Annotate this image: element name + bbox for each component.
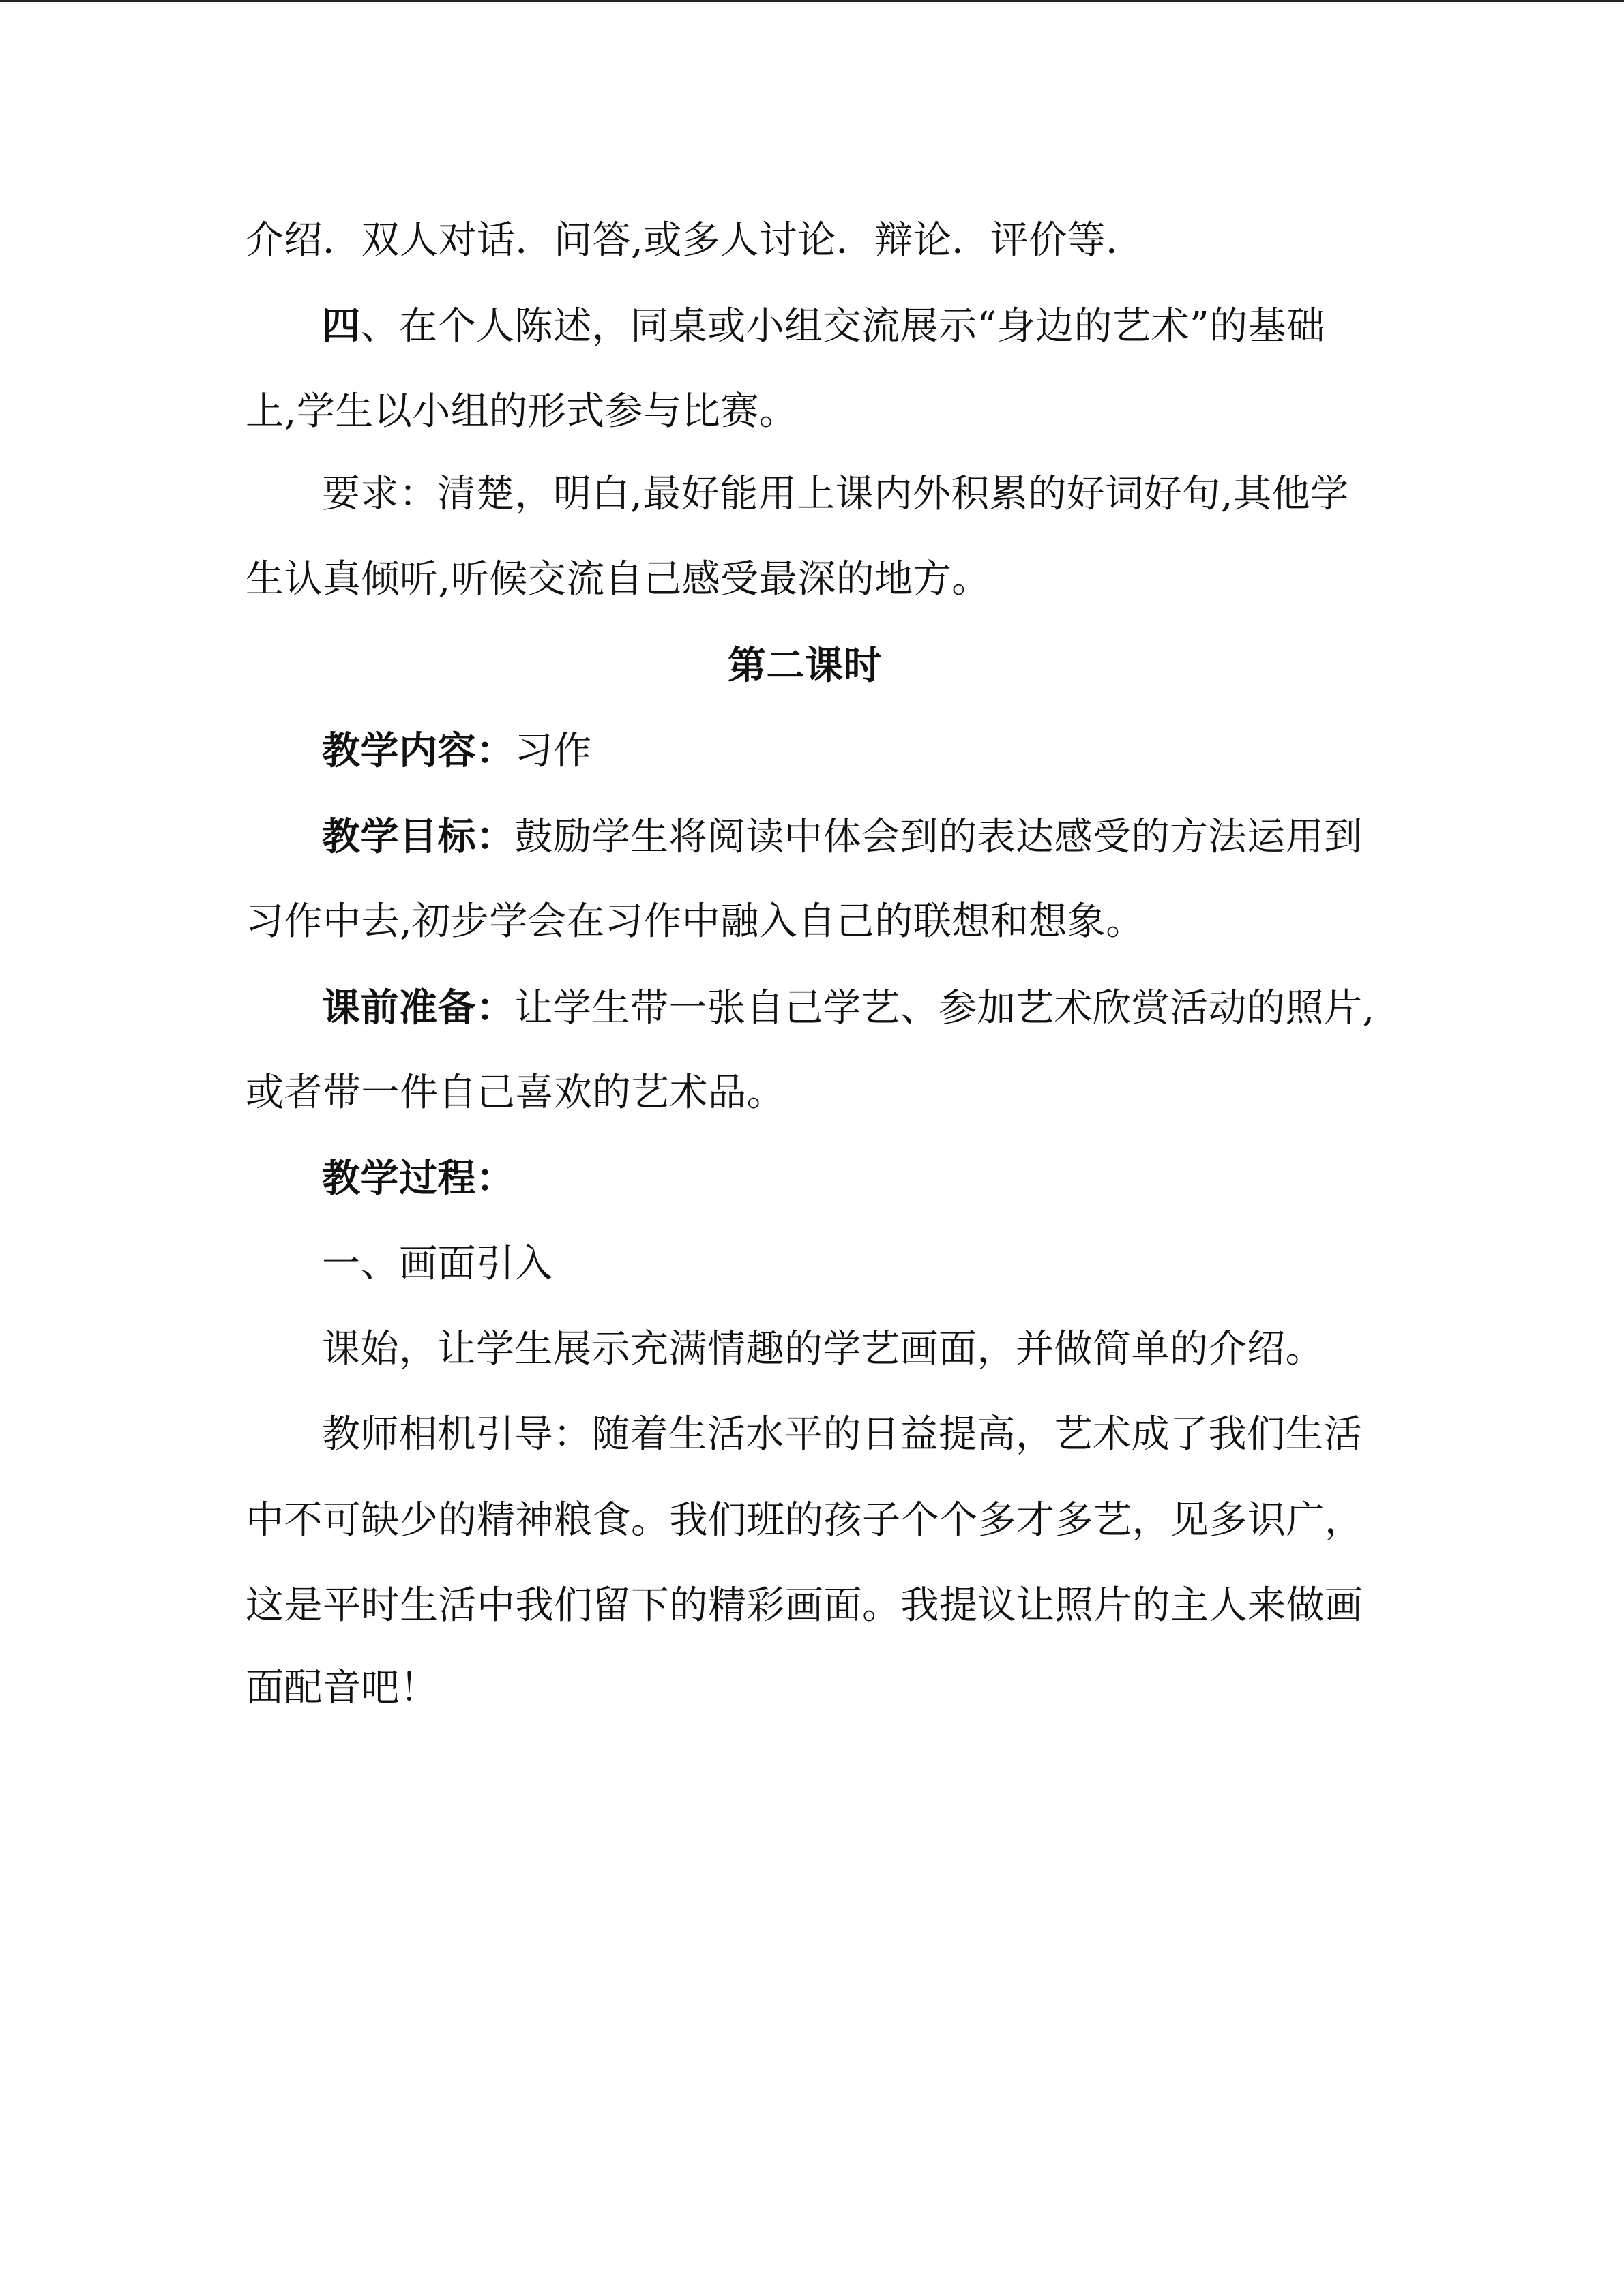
- line-text: 鼓励学生将阅读中体会到的表达感受的方法运用到: [514, 815, 1363, 859]
- section-number: 四: [322, 303, 361, 348]
- line-text: 课始，让学生展示充满情趣的学艺画面，并做简单的介绍。: [322, 1327, 1324, 1371]
- line-text: 面配音吧！: [246, 1666, 439, 1710]
- paragraph-line: [246, 388, 1364, 436]
- line-text: 上,学生以小组的形式参与比赛。: [246, 389, 798, 434]
- field-label: 课前准备：: [322, 985, 515, 1030]
- line-text: 教师相机引导：随着生活水平的日益提高，艺术成了我们生活: [322, 1412, 1363, 1457]
- line-text: 中不可缺少的精神粮食。我们班的孩子个个多才多艺，见多识广，: [246, 1498, 1363, 1542]
- paragraph-line: [322, 302, 1364, 350]
- paragraph-line: [246, 1497, 1364, 1545]
- subheading-line: [322, 1154, 1364, 1202]
- paragraph-line: [322, 813, 1364, 861]
- paragraph-line: [246, 217, 1364, 265]
- line-text: 这是平时生活中我们留下的精彩画面。我提议让照片的主人来做画: [246, 1583, 1363, 1628]
- paragraph-line: [322, 1411, 1364, 1459]
- paragraph-line: [322, 1326, 1364, 1373]
- paragraph-line: [322, 1240, 1364, 1288]
- line-text: 、在个人陈述，同桌或小组交流展示“身边的艺术”的基础: [360, 304, 1325, 348]
- paragraph-line: [322, 984, 1375, 1032]
- line-text: 要求：清楚，明白,最好能用上课内外积累的好词好句,其他学: [322, 472, 1349, 516]
- line-text: 让学生带一张自己学艺、参加艺术欣赏活动的照片,: [514, 986, 1375, 1030]
- paragraph-line: [246, 898, 1364, 946]
- line-text: 或者带一件自己喜欢的艺术品。: [246, 1071, 785, 1115]
- heading-text: 第二课时: [728, 643, 882, 688]
- paragraph-line: [246, 1069, 1364, 1117]
- paragraph-line: [246, 1665, 1364, 1712]
- line-text: 生认真倾听,听候交流自己感受最深的地方。: [246, 557, 990, 601]
- field-label: 教学内容：: [322, 728, 515, 773]
- line-text: 一、画面引入: [322, 1242, 553, 1286]
- line-text: 习作中去,初步学会在习作中融入自己的联想和想象。: [246, 899, 1145, 944]
- section-heading: [246, 642, 1364, 689]
- paragraph-line: [246, 556, 1364, 603]
- line-text: 习作: [514, 729, 592, 773]
- paragraph-line: [322, 727, 1364, 775]
- top-border-line: [0, 0, 1624, 2]
- line-text: 介绍．双人对话．问答,或多人讨论．辩论．评价等．: [246, 218, 1145, 263]
- field-label: 教学目标：: [322, 814, 515, 859]
- paragraph-line: [322, 471, 1364, 518]
- line-text: 教学过程：: [322, 1156, 515, 1201]
- paragraph-line: [246, 1582, 1364, 1630]
